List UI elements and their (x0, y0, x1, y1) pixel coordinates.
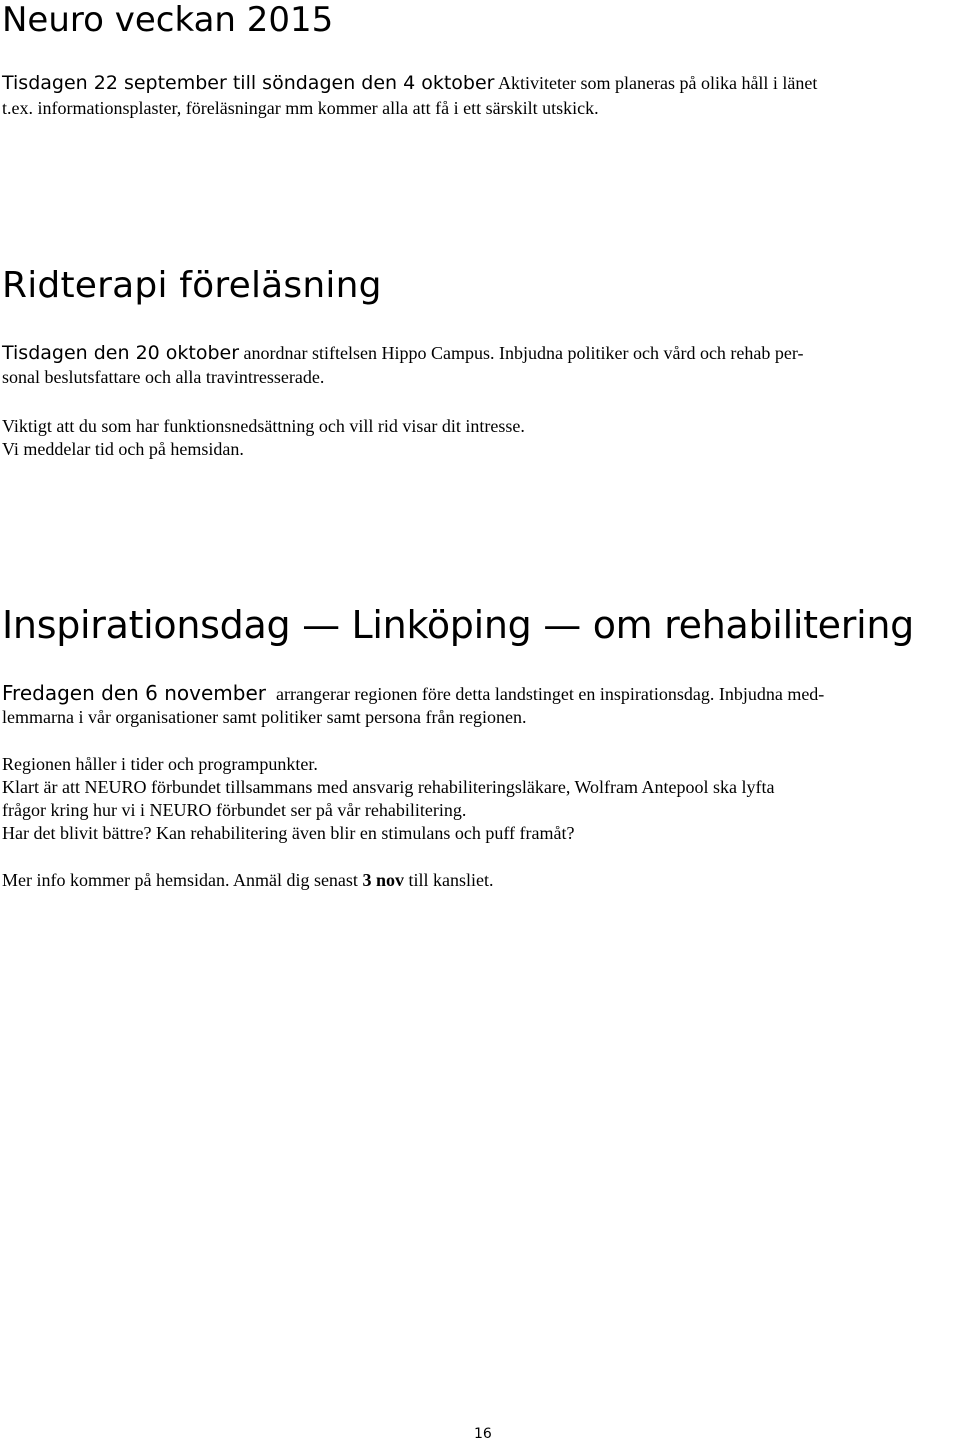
inspirationsdag-line-2: lemmarna i vår organisationer samt politiker samt persona från regionen. (2, 707, 527, 727)
ridterapi-line-2: sonal beslutsfattare och alla travintresserade. (2, 367, 325, 387)
more-info-text: Mer info kommer på hemsidan. Anmäl dig senast (2, 870, 363, 890)
neuro-veckan-heading: Neuro veckan 2015 (2, 0, 334, 40)
inspirationsdag-line-7 (2, 869, 493, 892)
ridterapi-text: anordnar stiftelsen Hippo Campus. Inbjudna politiker och vård och rehab per- (239, 343, 804, 363)
neuro-veckan-text: Aktiviteter som planeras på olika håll i länet (494, 73, 818, 93)
deadline-date: 3 nov (362, 870, 404, 890)
inspirationsdag-line-4: Klart är att NEURO förbundet tillsammans med ansvarig rehabiliteringsläkare, Wolfram Antepool ska lyfta (2, 777, 775, 797)
neuro-veckan-line-1 (2, 72, 817, 95)
ridterapi-date: Tisdagen den 20 oktober (2, 342, 240, 364)
inspirationsdag-line-1 (2, 682, 824, 706)
ridterapi-line-1 (2, 342, 804, 365)
inspirationsdag-line-5: frågor kring hur vi i NEURO förbundet ser på vår rehabilitering. (2, 800, 467, 820)
inspirationsdag-line-3: Regionen håller i tider och programpunkter. (2, 754, 318, 774)
ridterapi-heading: Ridterapi föreläsning (2, 265, 382, 306)
neuro-veckan-date: Tisdagen 22 september till söndagen den 4 oktober (2, 72, 495, 94)
inspirationsdag-date: Fredagen den 6 november (2, 681, 266, 705)
inspirationsdag-line-6: Har det blivit bättre? Kan rehabilitering även blir en stimulans och puff framåt? (2, 823, 575, 843)
more-info-tail: till kansliet. (403, 870, 494, 890)
inspirationsdag-text: arrangerar regionen före detta landstinget en inspirationsdag. Inbjudna med- (276, 684, 825, 704)
inspirationsdag-heading: Inspirationsdag — Linköping — om rehabilitering (2, 603, 914, 647)
page-number: 16 (474, 1426, 492, 1442)
neuro-veckan-line-2: t.ex. informationsplaster, föreläsningar mm kommer alla att få i ett särskilt utskick. (2, 98, 599, 118)
ridterapi-line-3: Viktigt att du som har funktionsnedsättning och vill rid visar dit intresse. (2, 416, 525, 436)
ridterapi-line-4: Vi meddelar tid och på hemsidan. (2, 439, 244, 459)
